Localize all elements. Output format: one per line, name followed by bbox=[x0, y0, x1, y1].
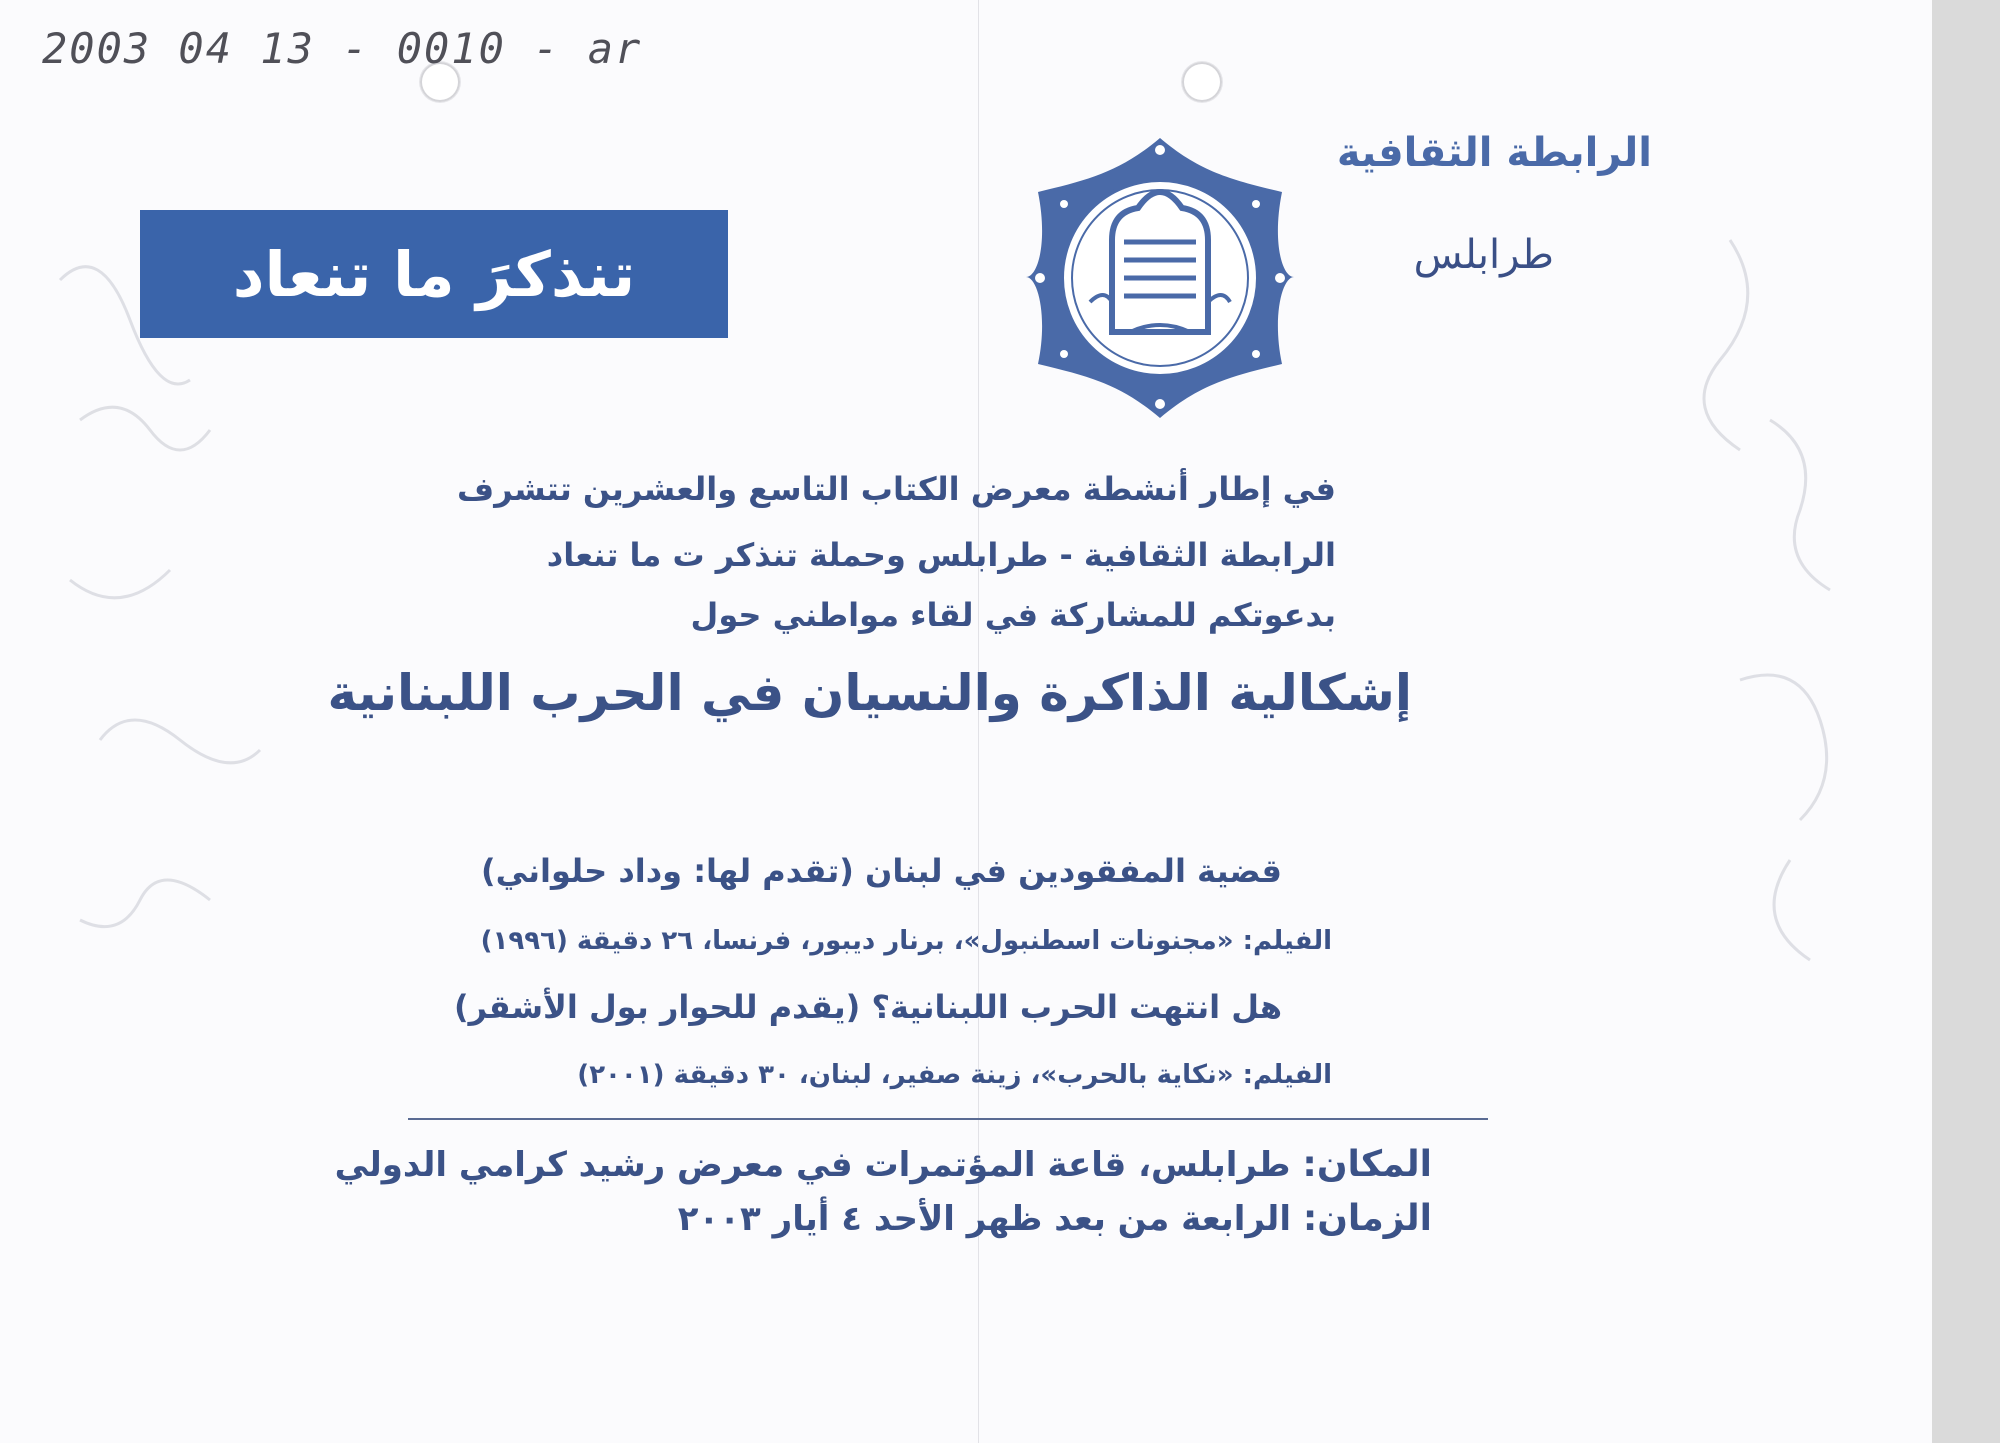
time-label: الزمان: bbox=[1302, 1198, 1432, 1239]
invitation-line-1: في إطار أنشطة معرض الكتاب التاسع والعشرين تتشرف bbox=[457, 470, 1336, 508]
venue-time bbox=[232, 1198, 1432, 1239]
time-value: الرابعة من بعد ظهر الأحد ٤ أيار ٢٠٠٣ bbox=[677, 1199, 1291, 1239]
invitation-line-2: الرابطة الثقافية - طرابلس وحملة تنذكر ت ما تنعاد bbox=[546, 536, 1336, 574]
program-2-title: هل انتهت الحرب اللبنانية؟ (يقدم للحوار بول الأشقر) bbox=[454, 988, 1282, 1026]
event-headline: إشكالية الذاكرة والنسيان في الحرب اللبنانية bbox=[327, 664, 1412, 722]
venue-place bbox=[232, 1144, 1432, 1185]
handwritten-reference: 2003 04 13 - 0010 - ar bbox=[42, 24, 643, 73]
scan-edge bbox=[1932, 0, 2000, 1443]
punch-hole-right bbox=[1182, 62, 1222, 102]
program-2-film: الفيلم: «نكاية بالحرب»، زينة صفير، لبنان، ٣٠ دقيقة (٢٠٠١) bbox=[577, 1060, 1332, 1090]
campaign-logo-text: تنذكرَ ما تنعاد bbox=[232, 237, 636, 311]
program-1-title: قضية المفقودين في لبنان (تقدم لها: وداد حلواني) bbox=[481, 852, 1282, 890]
campaign-logo bbox=[140, 210, 728, 338]
org-city: طرابلس bbox=[1413, 232, 1554, 278]
place-label: المكان: bbox=[1302, 1144, 1432, 1185]
place-value: طرابلس، قاعة المؤتمرات في معرض رشيد كرامي الدولي bbox=[334, 1145, 1291, 1185]
program-1-film: الفيلم: «مجنونات اسطنبول»، برنار ديبور، فرنسا، ٢٦ دقيقة (١٩٩٦) bbox=[480, 926, 1332, 956]
invitation-line-3: بدعوتكم للمشاركة في لقاء مواطني حول bbox=[690, 596, 1336, 634]
org-name: الرابطة الثقافية bbox=[1336, 130, 1652, 176]
league-emblem-icon bbox=[1020, 132, 1300, 422]
divider bbox=[408, 1118, 1488, 1120]
